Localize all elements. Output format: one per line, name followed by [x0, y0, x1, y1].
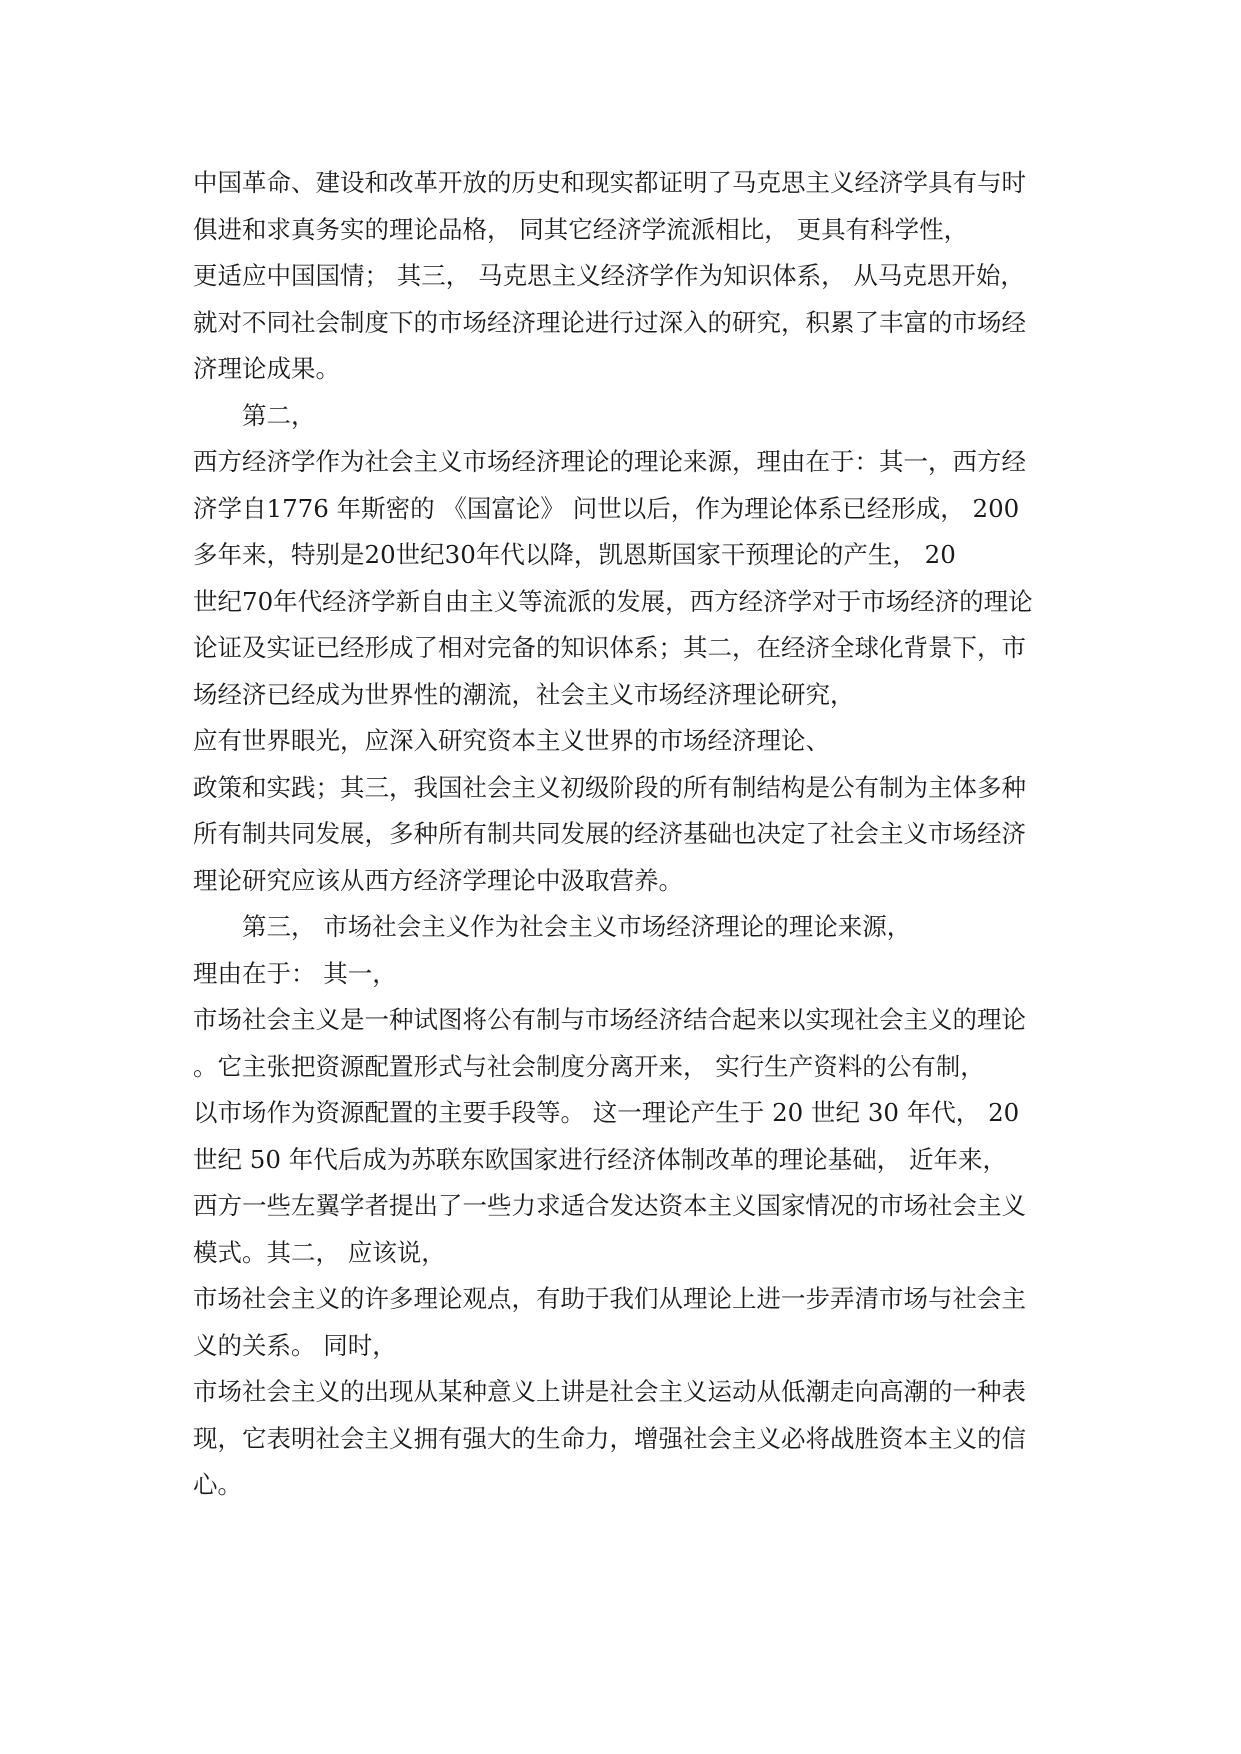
text-line: 多年来，特别是20世纪30年代以降，凯恩斯国家干预理论的产生， 20: [193, 540, 956, 569]
text-line: 所有制共同发展，多种所有制共同发展的经济基础也决定了社会主义市场经济: [193, 819, 1026, 848]
text-line: 场经济已经成为世界性的潮流，社会主义市场经济理论研究，: [193, 679, 855, 709]
text-line: 。它主张把资源配置形式与社会制度分离开来， 实行生产资料的公有制，: [193, 1051, 985, 1081]
text-line: 济理论成果。: [193, 354, 340, 383]
text-line: 世纪 50 年代后成为苏联东欧国家进行经济体制改革的理论基础， 近年来，: [193, 1144, 1008, 1174]
text-line: 市场社会主义的出现从某种意义上讲是社会主义运动从低潮走向高潮的一种表: [193, 1377, 1026, 1406]
text-line: 以市场作为资源配置的主要手段等。 这一理论产生于 20 世纪 30 年代， 20: [193, 1098, 1020, 1127]
text-line: 西方一些左翼学者提出了一些力求适合发达资本主义国家情况的市场社会主义: [193, 1191, 1026, 1220]
text-line: 理由在于： 其一，: [193, 958, 397, 988]
text-line: 西方经济学作为社会主义市场经济理论的理论来源，理由在于：其一，西方经: [193, 447, 1026, 476]
text-line: 济学自1776 年斯密的 《国富论》 问世以后，作为理论体系已经形成， 200: [193, 493, 1020, 523]
body-text: [193, 160, 1053, 1509]
text-line: 市场社会主义是一种试图将公有制与市场经济结合起来以实现社会主义的理论: [193, 1005, 1026, 1034]
text-line: 俱进和求真务实的理论品格， 同其它经济学流派相比， 更具有科学性，: [193, 214, 969, 244]
text-line: 现，它表明社会主义拥有强大的生命力，增强社会主义必将战胜资本主义的信: [193, 1423, 1026, 1453]
text-line: 政策和实践；其三，我国社会主义初级阶段的所有制结构是公有制为主体多种: [193, 772, 1026, 802]
text-line: 市场社会主义的许多理论观点，有助于我们从理论上进一步弄清市场与社会主: [193, 1284, 1026, 1313]
text-line: 第三， 市场社会主义作为社会主义市场经济理论的理论来源，: [242, 912, 912, 941]
text-line: 模式。其二， 应该说，: [193, 1237, 446, 1267]
text-line: 论证及实证已经形成了相对完备的知识体系；其二，在经济全球化背景下，市: [193, 633, 1026, 662]
text-line: 更适应中国国情； 其三， 马克思主义经济学作为知识体系， 从马克思开始，: [193, 261, 1025, 290]
text-line: 应有世界眼光，应深入研究资本主义世界的市场经济理论、: [193, 726, 830, 755]
text-line: 心。: [193, 1470, 242, 1499]
text-line: 世纪70年代经济学新自由主义等流派的发展，西方经济学对于市场经济的理论: [193, 586, 1033, 616]
text-line: 第二，: [242, 400, 316, 430]
text-line: 义的关系。 同时，: [193, 1330, 397, 1360]
text-line: 中国革命、建设和改革开放的历史和现实都证明了马克思主义经济学具有与时: [193, 168, 1026, 197]
text-line: 理论研究应该从西方经济学理论中汲取营养。: [193, 865, 683, 895]
text-line: 就对不同社会制度下的市场经济理论进行过深入的研究，积累了丰富的市场经: [193, 307, 1026, 337]
